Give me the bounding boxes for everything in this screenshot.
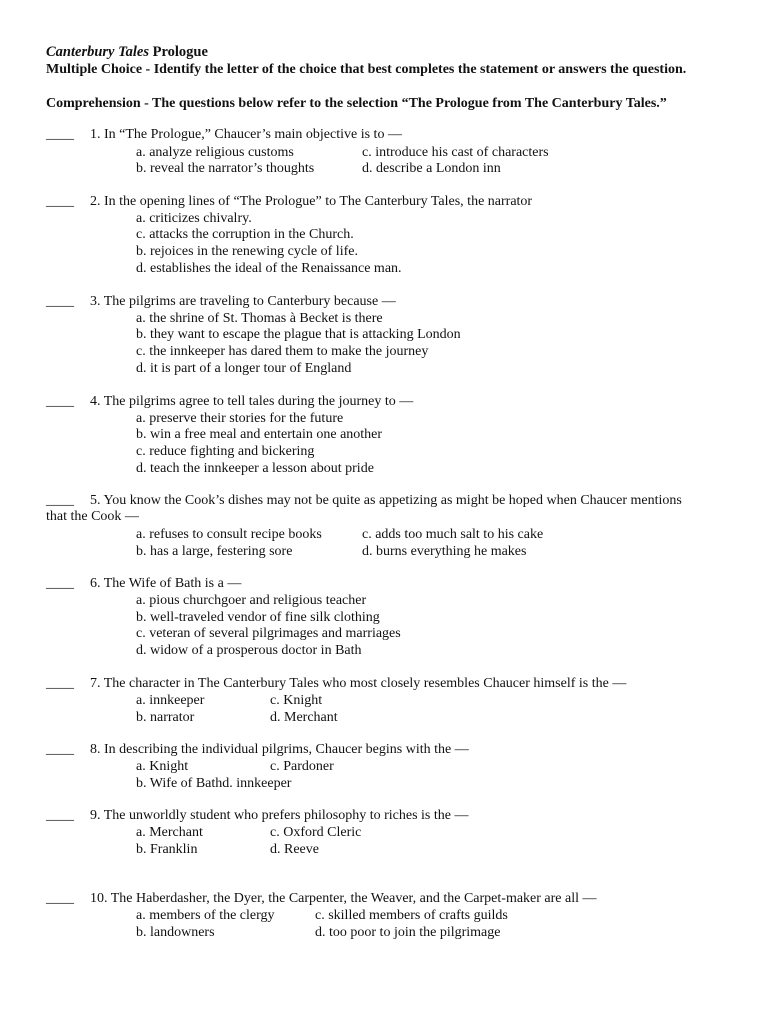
option-a: a. Merchant [136,825,203,840]
question-stem: 2. In the opening lines of “The Prologue” to The Canterbury Tales, the narrator [90,194,533,209]
option-a: a. innkeeper [136,693,205,708]
option-a: a. the shrine of St. Thomas à Becket is there [136,311,383,326]
question-stem: 1. In “The Prologue,” Chaucer’s main objective is to — [90,127,402,142]
option-c: c. adds too much salt to his cake [362,527,544,542]
answer-blank[interactable]: ____ [46,127,74,142]
option-c: c. Knight [270,693,323,708]
option-b-d: b. Wife of Bathd. innkeeper [136,776,292,791]
option-c: c. reduce fighting and bickering [136,444,315,459]
option-b: b. landowners [136,925,215,940]
option-b: b. Franklin [136,842,198,857]
answer-blank[interactable]: ____ [46,394,74,409]
question-stem: 8. In describing the individual pilgrims, Chaucer begins with the — [90,742,469,757]
option-d: d. it is part of a longer tour of England [136,361,352,376]
option-b: b. reveal the narrator’s thoughts [136,161,315,176]
option-a: a. preserve their stories for the future [136,411,344,426]
option-d: d. describe a London inn [362,161,501,176]
option-b: b. narrator [136,710,195,725]
option-a: a. criticizes chivalry. [136,211,252,226]
option-a: a. analyze religious customs [136,145,294,160]
option-d: d. establishes the ideal of the Renaissance man. [136,261,402,276]
option-a: a. Knight [136,759,189,774]
question-stem: 10. The Haberdasher, the Dyer, the Carpenter, the Weaver, and the Carpet-maker are all — [90,891,597,906]
question-stem-continued: that the Cook — [46,509,139,524]
option-b: b. well-traveled vendor of fine silk clothing [136,610,380,625]
question-stem: 9. The unworldly student who prefers philosophy to riches is the — [90,808,469,823]
question-stem: 7. The character in The Canterbury Tales who most closely resembles Chaucer himself is the — [90,676,627,691]
answer-blank[interactable]: ____ [46,493,74,508]
question-stem: 6. The Wife of Bath is a — [90,576,242,591]
option-c: c. Pardoner [270,759,334,774]
option-b: b. has a large, festering sore [136,544,293,559]
option-c: c. introduce his cast of characters [362,145,549,160]
answer-blank[interactable]: ____ [46,808,74,823]
option-a: a. members of the clergy [136,908,275,923]
question-stem: 4. The pilgrims agree to tell tales during the journey to — [90,394,414,409]
answer-blank[interactable]: ____ [46,194,74,209]
instructions: Multiple Choice - Identify the letter of the choice that best completes the statement or answers the question. [46,62,687,77]
option-b: b. rejoices in the renewing cycle of life. [136,244,358,259]
option-a: a. refuses to consult recipe books [136,527,322,542]
answer-blank[interactable]: ____ [46,294,74,309]
option-b: b. they want to escape the plague that is attacking London [136,327,461,342]
option-c: c. Oxford Cleric [270,825,362,840]
option-a: a. pious churchgoer and religious teacher [136,593,367,608]
page-title [46,44,208,61]
option-c: c. the innkeeper has dared them to make the journey [136,344,429,359]
option-d: d. burns everything he makes [362,544,527,559]
option-d: d. teach the innkeeper a lesson about pride [136,461,374,476]
answer-blank[interactable]: ____ [46,676,74,691]
option-d: d. widow of a prosperous doctor in Bath [136,643,362,658]
option-d: d. Reeve [270,842,319,857]
question-stem: 3. The pilgrims are traveling to Canterbury because — [90,294,396,309]
option-c: c. veteran of several pilgrimages and marriages [136,626,401,641]
title-italic: Canterbury Tales [46,44,149,60]
option-c: c. skilled members of crafts guilds [315,908,508,923]
option-c: c. attacks the corruption in the Church. [136,227,354,242]
answer-blank[interactable]: ____ [46,742,74,757]
section-heading: Comprehension - The questions below refer to the selection “The Prologue from The Canterbury Tales.” [46,96,667,111]
answer-blank[interactable]: ____ [46,891,74,906]
title-rest: Prologue [149,44,208,60]
option-b: b. win a free meal and entertain one another [136,427,383,442]
option-d: d. Merchant [270,710,338,725]
answer-blank[interactable]: ____ [46,576,74,591]
question-stem: 5. You know the Cook’s dishes may not be quite as appetizing as might be hoped when Chaucer mentions [90,493,682,508]
option-d: d. too poor to join the pilgrimage [315,925,501,940]
